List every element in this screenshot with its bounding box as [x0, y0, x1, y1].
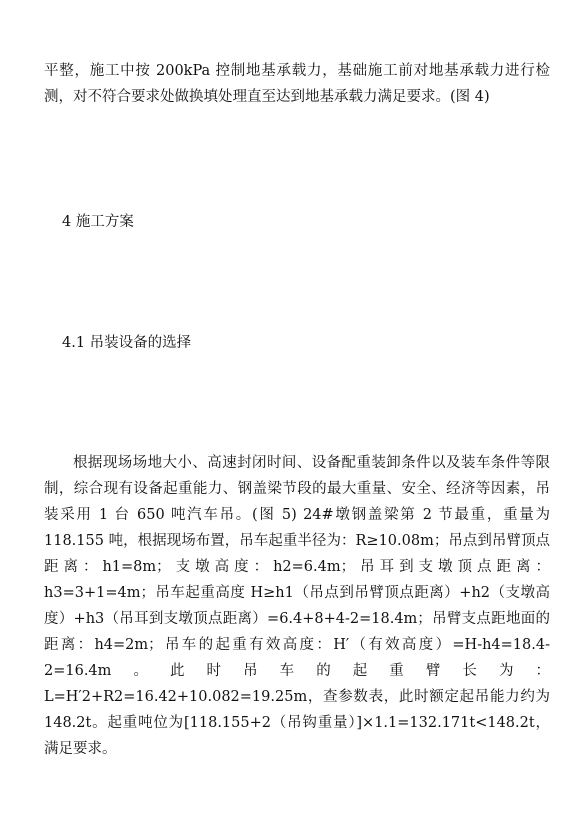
paragraph-crane-calculation: 根据现场场地大小、高速封闭时间、设备配重装卸条件以及装车条件等限制，综合现有设备起重能力、钢盖梁节段的最大重量、安全、经济等因素，吊装采用 1 台 650 吨汽车吊。(图 5) 24#墩钢盖梁第 2 节最重，重量为 118.155 吨，根据现场布置，吊车起重半径为：R≥10.08m；吊点到吊臂顶点距离：h1=8m；支墩高度：h2=6.4m；吊耳到支墩顶点距离：h3=3+1=4m；吊车起重高度 H≥h1（吊点到吊臂顶点距离）+h2（支墩高度）+h3（吊耳到支墩顶点距离）=6.4+8+4-2=18.4m；吊臂支点距地面的距离：h4=2m；吊车的起重有效高度：H′（有效高度）=H-h4=18.4-2=16.4m。此时吊车的起重臂长为：L=H′2+R2=16.42+10.082=19.25m，查参数表，此时额定起吊能力约为 148.2t。起重吨位为[118.155+2（吊钩重量）]×1.1=132.171t<148.2t，满足要求。: [44, 455, 550, 757]
heading-construction-plan: 4 施工方案: [62, 214, 134, 230]
heading-lifting-equipment-selection: 4.1 吊装设备的选择: [62, 335, 192, 351]
paragraph-foundation-bearing: 平整，施工中按 200kPa 控制地基承载力，基础施工前对地基承载力进行检测，对不符合要求处做换填处理直至达到地基承载力满足要求。(图 4): [44, 63, 550, 105]
